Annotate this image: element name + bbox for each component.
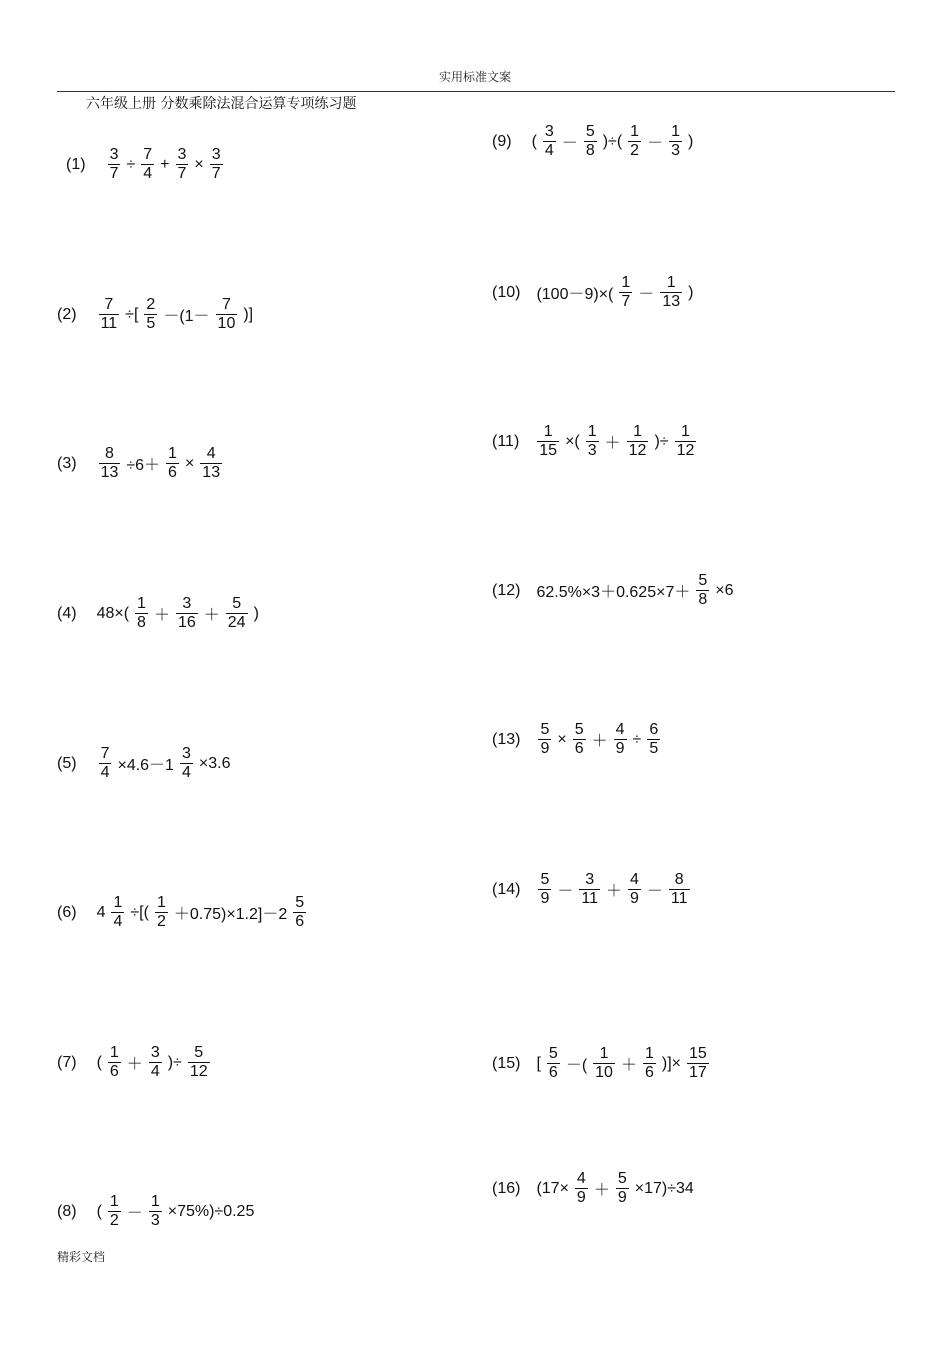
operator-text: ( — [96, 1202, 102, 1220]
denominator: 7 — [211, 165, 221, 182]
denominator: 15 — [539, 442, 558, 459]
numerator: 1 — [630, 123, 640, 140]
fraction — [584, 123, 597, 160]
numerator: 4 — [576, 1170, 586, 1187]
problem-12 — [492, 572, 736, 609]
fraction — [108, 1193, 121, 1230]
numerator: 1 — [666, 274, 676, 291]
numerator: 5 — [617, 1170, 627, 1187]
fraction — [614, 721, 627, 758]
problem-number: (7) — [57, 1053, 77, 1071]
operator-text: × — [557, 730, 567, 748]
fraction — [543, 123, 556, 160]
denominator: 9 — [540, 740, 550, 757]
denominator: 2 — [109, 1212, 119, 1229]
denominator: 9 — [617, 1189, 627, 1206]
numerator: 1 — [633, 423, 642, 440]
problem-number: (4) — [57, 604, 77, 622]
numerator: 1 — [644, 1045, 654, 1062]
fraction — [547, 1045, 560, 1082]
fraction — [149, 1044, 162, 1081]
problem-14 — [492, 871, 694, 908]
denominator: 7 — [177, 165, 187, 182]
operator-text: ＋ — [604, 435, 621, 452]
operator-text: )]× — [661, 1054, 681, 1072]
operator-text: － — [646, 883, 663, 900]
numerator: 1 — [137, 595, 146, 612]
operator-text: × — [194, 155, 204, 173]
operator-text: )÷ — [654, 432, 669, 450]
numerator: 2 — [146, 296, 156, 313]
problem-15 — [492, 1045, 713, 1082]
fraction — [135, 595, 148, 632]
operator-text: ＋ — [620, 1057, 637, 1074]
numerator: 5 — [585, 123, 595, 140]
problem-number: (15) — [492, 1054, 521, 1072]
fraction — [643, 1045, 656, 1082]
numerator: 4 — [206, 445, 216, 462]
denominator: 3 — [587, 442, 597, 459]
operator-text: ＋ — [153, 607, 170, 624]
denominator: 6 — [644, 1064, 654, 1081]
denominator: 4 — [150, 1063, 160, 1080]
numerator: 1 — [109, 1193, 119, 1210]
fraction — [586, 423, 599, 460]
operator-text: － — [638, 286, 655, 303]
numerator: 5 — [194, 1044, 204, 1061]
numerator: 1 — [543, 423, 553, 440]
numerator: 7 — [143, 146, 153, 163]
numerator: 1 — [599, 1045, 609, 1062]
denominator: 13 — [100, 464, 119, 481]
problem-number: (1) — [66, 155, 86, 173]
numerator: 1 — [113, 894, 123, 911]
fraction — [575, 1170, 588, 1207]
problem-3 — [57, 445, 226, 482]
denominator: 6 — [109, 1063, 119, 1080]
denominator: 4 — [181, 764, 191, 781]
fraction — [573, 721, 586, 758]
problem-7 — [57, 1044, 214, 1081]
denominator: 8 — [137, 614, 146, 631]
denominator: 2 — [630, 142, 640, 159]
denominator: 3 — [671, 142, 680, 159]
denominator: 16 — [177, 614, 196, 631]
operator-text: + — [160, 155, 170, 173]
fraction — [99, 296, 120, 333]
operator-text: ＋ — [593, 1182, 610, 1199]
denominator: 9 — [576, 1189, 586, 1206]
fraction — [108, 1044, 121, 1081]
operator-text: ×3.6 — [198, 754, 231, 772]
numerator: 1 — [109, 1044, 119, 1061]
operator-text: ×17)÷34 — [634, 1179, 694, 1197]
problem-number: (8) — [57, 1202, 77, 1220]
fraction — [149, 1193, 162, 1230]
operator-text: ÷[ — [125, 305, 139, 323]
numerator: 3 — [109, 146, 119, 163]
denominator: 8 — [698, 591, 708, 608]
numerator: 5 — [232, 595, 242, 612]
fraction — [537, 423, 559, 460]
denominator: 4 — [544, 142, 554, 159]
operator-text: ÷6＋ — [126, 457, 161, 474]
problem-number: (12) — [492, 581, 521, 599]
denominator: 7 — [621, 293, 631, 310]
denominator: 8 — [585, 142, 595, 159]
fraction — [628, 871, 641, 908]
denominator: 6 — [295, 913, 305, 930]
operator-text: ＋ — [203, 607, 220, 624]
numerator: 3 — [211, 146, 221, 163]
numerator: 4 — [630, 871, 639, 888]
fraction — [660, 274, 682, 311]
denominator: 9 — [540, 890, 550, 907]
problem-number: (14) — [492, 880, 521, 898]
fraction — [628, 123, 641, 160]
problem-number: (16) — [492, 1179, 521, 1197]
fraction — [155, 894, 168, 931]
fraction — [176, 595, 198, 632]
numerator: 1 — [156, 894, 166, 911]
operator-text: －( — [565, 1057, 588, 1074]
numerator: 5 — [698, 572, 708, 589]
numerator: 8 — [674, 871, 684, 888]
problem-13 — [492, 721, 664, 758]
numerator: 3 — [585, 871, 595, 888]
fraction — [669, 871, 690, 908]
fraction — [141, 146, 154, 183]
numerator: 1 — [621, 274, 631, 291]
fraction — [180, 745, 193, 782]
fraction — [216, 296, 238, 333]
fraction — [99, 745, 112, 782]
problem-11 — [492, 423, 700, 460]
denominator: 4 — [143, 165, 153, 182]
fraction — [226, 595, 248, 632]
operator-text: ÷ — [632, 730, 642, 748]
fraction — [669, 123, 682, 160]
problem-8 — [57, 1193, 256, 1230]
operator-text: － — [647, 135, 664, 152]
denominator: 9 — [615, 740, 625, 757]
fraction — [99, 445, 121, 482]
fraction — [538, 871, 551, 908]
denominator: 9 — [630, 890, 639, 907]
fraction — [627, 423, 649, 460]
problem-5 — [57, 745, 232, 782]
fraction — [687, 1045, 709, 1082]
problem-6 — [57, 894, 310, 931]
operator-text: 48×( — [96, 604, 130, 622]
operator-text: ×( — [565, 432, 580, 450]
operator-text: ÷ — [126, 155, 136, 173]
operator-text: ( — [531, 132, 537, 150]
fraction — [579, 871, 600, 908]
fraction — [696, 572, 709, 609]
operator-text: － — [557, 883, 574, 900]
numerator: 5 — [548, 1045, 558, 1062]
operator-text: ＋ — [591, 733, 608, 750]
operator-text: )] — [243, 305, 254, 323]
header-rule — [57, 91, 895, 92]
denominator: 11 — [581, 890, 598, 907]
denominator: 11 — [670, 890, 688, 907]
fraction — [293, 894, 306, 931]
denominator: 4 — [113, 913, 123, 930]
numerator: 3 — [182, 595, 192, 612]
numerator: 5 — [540, 721, 550, 738]
denominator: 11 — [100, 315, 118, 332]
problem-number: (2) — [57, 305, 77, 323]
denominator: 12 — [676, 442, 695, 459]
denominator: 7 — [109, 165, 119, 182]
operator-text: 4 — [96, 903, 106, 921]
numerator: 7 — [104, 296, 114, 313]
operator-text: ) — [687, 132, 694, 150]
denominator: 17 — [689, 1064, 707, 1081]
numerator: 15 — [689, 1045, 707, 1062]
operator-text: ÷[( — [130, 903, 149, 921]
numerator: 8 — [105, 445, 114, 462]
problem-number: (5) — [57, 754, 77, 772]
operator-text: ( — [96, 1053, 102, 1071]
problem-number: (6) — [57, 903, 77, 921]
numerator: 7 — [221, 296, 231, 313]
page-header: 实用标准文案 — [438, 70, 511, 84]
denominator: 10 — [595, 1064, 613, 1081]
numerator: 4 — [615, 721, 625, 738]
operator-text: )÷( — [602, 132, 623, 150]
problem-number: (10) — [492, 283, 521, 301]
numerator: 6 — [649, 721, 659, 738]
denominator: 2 — [156, 913, 166, 930]
numerator: 5 — [574, 721, 584, 738]
operator-text: ＋ — [605, 883, 622, 900]
fraction — [647, 721, 660, 758]
problem-number: (3) — [57, 454, 77, 472]
fraction — [111, 894, 124, 931]
operator-text: [ — [536, 1054, 541, 1072]
numerator: 1 — [587, 423, 597, 440]
numerator: 3 — [150, 1044, 160, 1061]
numerator: 5 — [540, 871, 550, 888]
operator-text: －(1－ — [163, 308, 210, 325]
numerator: 1 — [671, 123, 680, 140]
problem-16 — [492, 1170, 696, 1207]
fraction — [210, 146, 223, 183]
problem-number: (13) — [492, 730, 521, 748]
fraction — [538, 721, 551, 758]
operator-text: ×75%)÷0.25 — [167, 1202, 255, 1220]
fraction — [593, 1045, 615, 1082]
page-footer: 精彩文档 — [57, 1250, 106, 1264]
operator-text: (17× — [536, 1179, 569, 1197]
operator-text: ×4.6－1 — [117, 757, 174, 774]
denominator: 6 — [548, 1064, 558, 1081]
operator-text: )÷ — [167, 1053, 182, 1071]
operator-text: × — [184, 454, 195, 472]
fraction — [108, 146, 121, 183]
problem-4 — [57, 595, 261, 632]
operator-text: － — [561, 135, 578, 152]
denominator: 13 — [662, 293, 681, 310]
problem-1 — [66, 146, 227, 183]
fraction — [200, 445, 222, 482]
worksheet-title: 六年级上册 分数乘除法混合运算专项练习题 — [86, 96, 357, 112]
problem-number: (9) — [492, 132, 512, 150]
problem-number: (11) — [492, 432, 520, 450]
numerator: 7 — [100, 745, 110, 762]
operator-text: 62.5%×3＋0.625×7＋ — [536, 584, 691, 601]
problem-2 — [57, 296, 255, 333]
fraction — [166, 445, 179, 482]
operator-text: ＋ — [126, 1056, 143, 1073]
numerator: 1 — [681, 423, 690, 440]
denominator: 10 — [217, 315, 236, 332]
fraction — [619, 274, 632, 311]
denominator: 6 — [168, 464, 177, 481]
fraction — [188, 1044, 210, 1081]
operator-text: ) — [253, 604, 259, 622]
numerator: 5 — [295, 894, 305, 911]
numerator: 1 — [168, 445, 177, 462]
problem-10 — [492, 274, 695, 311]
denominator: 4 — [100, 764, 110, 781]
denominator: 6 — [574, 740, 584, 757]
numerator: 1 — [150, 1193, 160, 1210]
operator-text: ×6 — [715, 581, 734, 599]
operator-text: (100－9)×( — [536, 286, 614, 303]
numerator: 3 — [544, 123, 554, 140]
denominator: 12 — [628, 442, 647, 459]
numerator: 3 — [177, 146, 187, 163]
fraction — [616, 1170, 629, 1207]
problem-9 — [492, 123, 695, 160]
denominator: 5 — [146, 315, 156, 332]
fraction — [675, 423, 697, 460]
denominator: 13 — [202, 464, 221, 481]
fraction — [144, 296, 157, 333]
operator-text: － — [126, 1205, 143, 1222]
numerator: 3 — [181, 745, 191, 762]
denominator: 24 — [227, 614, 246, 631]
denominator: 3 — [150, 1212, 160, 1229]
operator-text: ＋0.75)×1.2]－2 — [173, 906, 288, 923]
denominator: 12 — [189, 1063, 208, 1080]
denominator: 5 — [649, 740, 659, 757]
fraction — [176, 146, 189, 183]
operator-text: ) — [688, 283, 694, 301]
